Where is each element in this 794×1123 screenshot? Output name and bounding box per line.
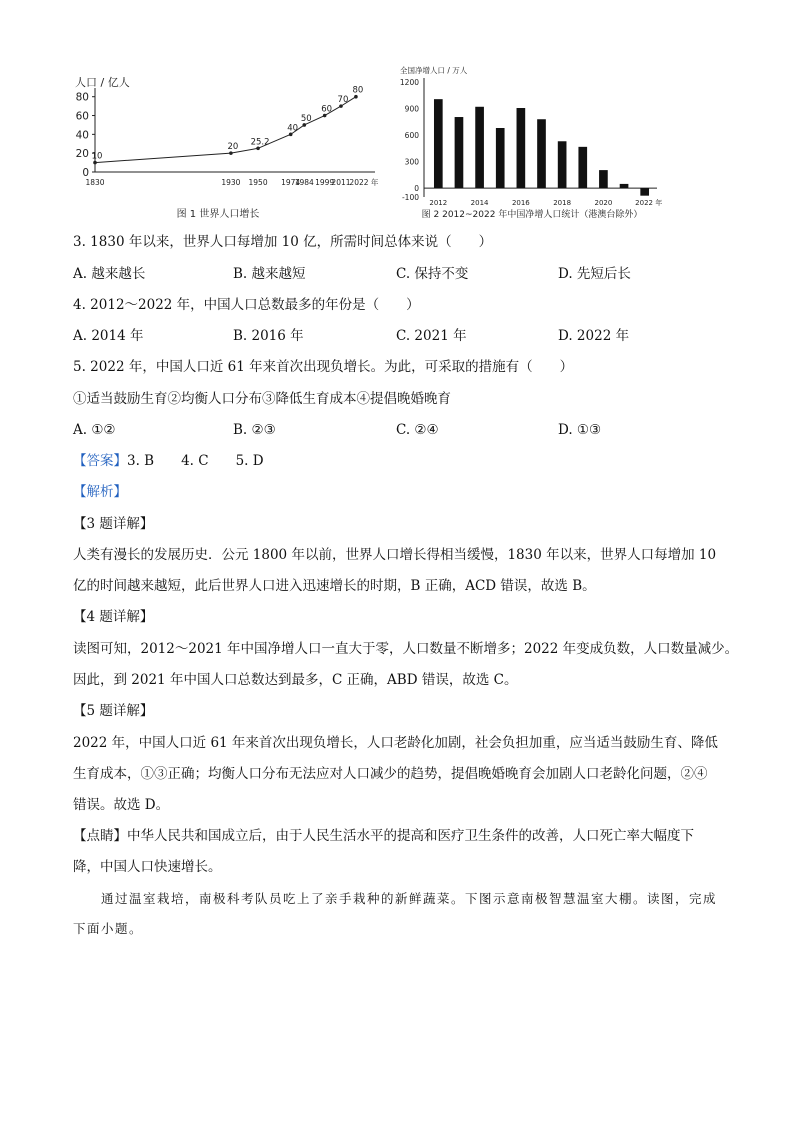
bar-2017 — [537, 119, 546, 188]
x-tick-label: 2012 — [429, 199, 448, 207]
world-population-line-chart — [60, 72, 390, 227]
q5-option-d: D. ①③ — [558, 422, 602, 438]
bar-2020 — [599, 170, 608, 188]
q5-option-a: A. ①② — [73, 422, 116, 438]
tip-text-1: 中华人民共和国成立后，由于人民生活水平的提高和医疗卫生条件的改善，人口死亡率大幅度下 — [127, 828, 694, 844]
q4-option-a: A. 2014 年 — [73, 328, 144, 344]
y-tick-label: 60 — [75, 110, 89, 123]
detail-3-line-1: 人类有漫长的发展历史．公元 1800 年以前，世界人口增长得相当缓慢，1830 年以来，世界人口每增加 10 — [73, 547, 717, 563]
question-5-stem: 5. 2022 年，中国人口近 61 年来首次出现负增长。为此，可采取的措施有（ ） — [73, 359, 574, 375]
x-tick-label: 2020 — [594, 199, 613, 207]
y-tick-label: 300 — [404, 157, 419, 167]
intro-line-2: 下面小题。 — [73, 921, 144, 936]
x-tick-label: 2011 — [331, 178, 351, 187]
china-net-increase-bar-chart — [392, 62, 672, 224]
data-label: 50 — [300, 113, 312, 124]
question-4-stem: 4. 2012～2022 年，中国人口总数最多的年份是（ ） — [73, 297, 420, 313]
data-label: 25.2 — [250, 137, 270, 148]
q4-option-d: D. 2022 年 — [558, 328, 630, 344]
q5-option-b: B. ②③ — [233, 422, 276, 438]
y-tick-label: 900 — [404, 104, 419, 114]
data-label: 40 — [287, 123, 299, 134]
x-tick-label: 1999 — [315, 178, 335, 187]
bar-2019 — [578, 147, 587, 188]
figure-1 — [60, 72, 390, 227]
y-tick-label: 40 — [75, 129, 89, 142]
detail-4-tag: 【4 题详解】 — [73, 609, 154, 625]
data-label: 10 — [91, 151, 103, 162]
y-axis-label: 人口 / 亿人 — [75, 76, 130, 89]
tip-tag: 【点睛】 — [73, 828, 127, 844]
detail-3-tag: 【3 题详解】 — [73, 516, 154, 532]
y-tick-label: 600 — [404, 131, 419, 141]
answer-tag: 【答案】 — [73, 453, 127, 469]
bar-2022 — [640, 188, 649, 196]
x-tick-label: 2022 年 — [349, 178, 379, 187]
figure-1-caption: 图 1 世界人口增长 — [176, 209, 260, 220]
data-label: 70 — [337, 95, 349, 106]
intro-line-1: 通过温室栽培，南极科考队员吃上了亲手栽种的新鲜蔬菜。下图示意南极智慧温室大棚。读图，完成 — [101, 891, 718, 906]
x-tick-label: 2016 — [511, 199, 530, 207]
y-tick-label: 0 — [414, 184, 419, 194]
detail-5-line-1: 2022 年，中国人口近 61 年来首次出现负增长，人口老龄化加剧，社会负担加重，应当适当鼓励生育、降低 — [73, 735, 718, 751]
detail-5-line-3: 错误。故选 D。 — [73, 797, 170, 813]
x-tick-label: 1830 — [85, 178, 105, 187]
question-5-choices: ①适当鼓励生育②均衡人口分布③降低生育成本④提倡晚婚晚育 — [73, 391, 451, 407]
q3-option-b: B. 越来越短 — [233, 266, 306, 282]
detail-4-line-2: 因此，到 2021 年中国人口总数达到最多，C 正确，ABD 错误，故选 C。 — [73, 672, 518, 688]
q4-option-c: C. 2021 年 — [396, 328, 467, 344]
x-tick-label: 1984 — [294, 178, 314, 187]
y-tick-label: -100 — [401, 193, 419, 202]
figure-2-caption: 图 2 2012~2022 年中国净增人口统计（港澳台除外） — [421, 210, 643, 220]
x-tick-label: 1974 — [281, 178, 301, 187]
question-3-stem: 3. 1830 年以来，世界人口每增加 10 亿，所需时间总体来说（ ） — [73, 234, 493, 250]
x-tick-label: 2018 — [553, 199, 572, 207]
bar-2018 — [558, 141, 567, 188]
bar-2016 — [517, 108, 526, 188]
answer-line — [73, 452, 264, 470]
y-axis-label: 全国净增人口 / 万人 — [400, 66, 468, 75]
y-tick-label: 1200 — [399, 78, 419, 87]
detail-5-line-2: 生育成本，①③正确；均衡人口分布无法应对人口减少的趋势，提倡晚婚晚育会加剧人口老龄化问题，②④ — [73, 766, 708, 782]
figure-2 — [392, 62, 672, 224]
bar-2013 — [455, 117, 464, 188]
y-tick-label: 20 — [75, 148, 89, 161]
bar-2015 — [496, 128, 505, 188]
q3-option-a: A. 越来越长 — [73, 266, 146, 282]
data-label: 20 — [227, 142, 239, 153]
analysis-tag: 【解析】 — [73, 484, 127, 500]
y-tick-label: 0 — [82, 167, 89, 179]
data-label: 80 — [352, 85, 364, 96]
x-tick-label: 1930 — [221, 178, 241, 187]
tip-line-2: 降，中国人口快速增长。 — [73, 859, 222, 875]
x-tick-label: 2022 年 — [635, 199, 663, 207]
bar-2021 — [620, 184, 629, 188]
x-tick-label: 1950 — [248, 178, 268, 187]
bar-2012 — [434, 99, 443, 188]
population-line — [95, 97, 356, 163]
tip-line-1 — [73, 827, 694, 845]
detail-4-line-1: 读图可知，2012～2021 年中国净增人口一直大于零，人口数量不断增多；2022 年变成负数，人口数量减少。 — [73, 641, 739, 657]
q3-option-c: C. 保持不变 — [396, 266, 469, 282]
q3-option-d: D. 先短后长 — [558, 266, 631, 282]
bar-2014 — [475, 107, 484, 188]
detail-3-line-2: 亿的时间越来越短，此后世界人口进入迅速增长的时期，B 正确，ACD 错误，故选 B。 — [73, 578, 596, 594]
detail-5-tag: 【5 题详解】 — [73, 703, 154, 719]
y-tick-label: 80 — [75, 91, 89, 104]
answer-text: 3. B 4. C 5. D — [127, 453, 264, 469]
x-tick-label: 2014 — [470, 199, 489, 207]
q4-option-b: B. 2016 年 — [233, 328, 304, 344]
data-label: 60 — [321, 104, 333, 115]
q5-option-c: C. ②④ — [396, 422, 439, 438]
